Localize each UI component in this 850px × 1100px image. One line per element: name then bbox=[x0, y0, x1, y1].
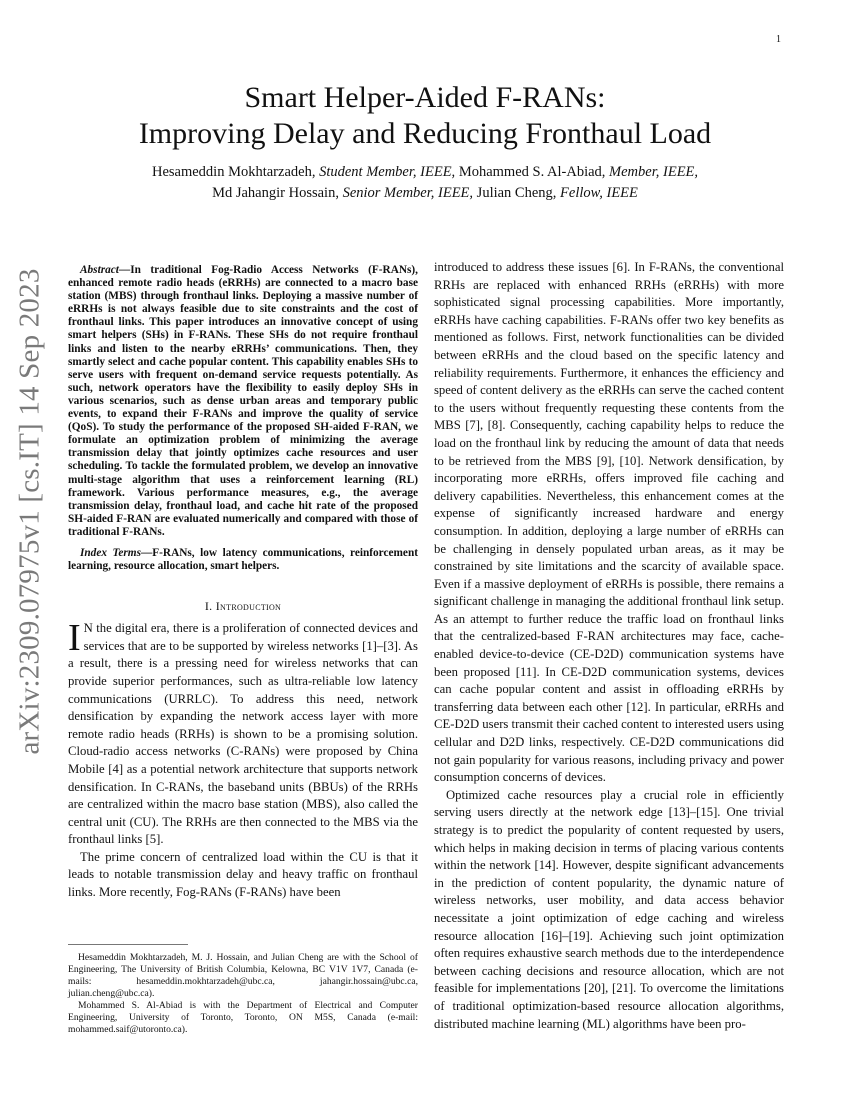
paper-title bbox=[0, 80, 850, 152]
author-name: Hesameddin Mokhtarzadeh, bbox=[151, 164, 316, 180]
left-column bbox=[68, 264, 418, 902]
index-terms-label: Index Terms bbox=[80, 546, 141, 559]
abstract-text: —In traditional Fog-Radio Access Networks (F-RANs), enhanced remote radio heads (eRRHs) are connected to a macro base station (MBS) through fronthaul links. Deploying a massive number of eRRHs is not always feasible due to site constraints and the cost of fronthaul links. This paper introduces an innovative concept of using smart helpers (SHs) in F-RANs. These SHs do not require fronthaul links and listen to the nearby eRRHs’ communications. Then, they smartly select and cache popular content. This capability enables SHs to serve users with frequent on-demand service requests potentially. As such, network operators have the flexibility to easily deploy SHs in various scenarios, such as dense urban areas and temporary public events, to expand their F-RANs and improve the quality of service (QoS). To study the performance of the proposed SH-aided F-RAN, we formulate an optimization problem of minimizing the average transmission delay that jointly optimizes cache resources and user scheduling. To tackle the formulated problem, we develop an innovative multi-stage algorithm that uses a reinforcement learning (RL) framework. Various performance measures, e.g., the average transmission delay, fronthaul load, and cache hit rate of the proposed SH-aided F-RAN are evaluated numerically and compared with those of traditional F-RANs. bbox=[68, 264, 418, 538]
abstract-label: Abstract bbox=[80, 264, 119, 276]
author-role: Member, IEEE, bbox=[609, 164, 699, 180]
author-line-2 bbox=[0, 183, 850, 204]
intro-paragraph-3: Optimized cache resources play a crucial role in efficiently serving users directly at the network edge [13]–[15]. One trivial strategy is to predict the popularity of content requested by users, which helps in making decision in terms of placing various contents within the network [14]. However, despite significant advancements in the prediction of content popularity, the dynamic nature of wireless networks, user mobility, and data access behavior necessitate a joint optimization of edge caching and wireless resource allocation [16]–[19]. Achieving such joint optimization often requires exhaustive search methods due to the interdependence between caching decisions and resource allocation, which are not feasible for implementations [20], [21]. To overcome the limitations of traditional optimization-based resource allocation algorithms, distributed machine learning (ML) algorithms have been pro- bbox=[434, 787, 784, 1031]
index-terms bbox=[68, 547, 418, 573]
right-column bbox=[434, 259, 784, 1033]
intro-paragraph-2-continued: introduced to address these issues [6]. In F-RANs, the conventional RRHs are replaced with enhanced RRHs (eRRHs) with more sophisticated signal processing capabilities. More importantly, eRRHs have caching capabilities. F-RANs offer two key benefits as mentioned as follows. First, network functionalities can be divided between eRRHs and the cloud based on the specific latency and reliability requirements. Furthermore, it enhances the efficiency and speed of content delivery as the eRRHs can serve the cached content to the users without frequently requesting these contents from the MBS [7], [8]. Consequently, caching capability helps to reduce the load on the fronthaul link by reducing the amount of data that needs to be retrieved from the MBS [9], [10]. Network densification, by incorporating more eRRHs, offers improved file caching and delivery capabilities. Nevertheless, this enhancement comes at the expense of significantly increased hardware and energy consumption. In addition, deploying a large number of eRRHs can be challenging in densely populated urban areas, as it may be constrained by site limitations and the scarcity of available space. Even if a massive deployment of eRRHs is possible, there remains a significant challenge in managing the additional fronthaul link setup. As an attempt to further reduce the traffic load on fronthaul links that the centralized-based F-RAN architectures may face, cache-enabled device-to-device (CE-D2D) communication systems have been proposed [11]. In CE-D2D communication systems, devices can cache popular content and assist in offloading eRRHs by transferring data between each other [12]. In particular, eRRHs and CE-D2D users transmit their cached content to interested users using cellular and D2D links, respectively. CE-D2D communications did not gain popularity for various reasons, including privacy and power consumption concerns of devices. bbox=[434, 260, 784, 785]
section-title: Introduction bbox=[215, 599, 282, 614]
intro-paragraph-2: The prime concern of centralized load within the CU is that it leads to notable transmission delay and heavy traffic on fronthaul links. More recently, Fog-RANs (F-RANs) have been bbox=[68, 849, 418, 900]
author-role: Senior Member, IEEE, bbox=[342, 185, 474, 201]
author-line-1 bbox=[0, 162, 850, 183]
footnote-affiliation-1: Hesameddin Mokhtarzadeh, M. J. Hossain, and Julian Cheng are with the School of Engineering, The University of British Columbia, Kelowna, BC V1V 1V7, Canada (e-mails: hesameddin.mokhtarzadeh@ubc.ca, jahangir.hossain@ubc.ca, julian.cheng@ubc.ca). bbox=[68, 952, 418, 999]
section-number: I. bbox=[204, 599, 213, 614]
drop-cap: I bbox=[68, 617, 81, 660]
author-name: Mohammed S. Al-Abiad, bbox=[458, 164, 606, 180]
author-role: Fellow, IEEE bbox=[560, 185, 638, 201]
author-name: Julian Cheng, bbox=[476, 185, 557, 201]
abstract bbox=[68, 264, 418, 539]
footnote-divider bbox=[68, 944, 188, 945]
arxiv-identifier: arXiv:2309.07975v1 [cs.IT] 14 Sep 2023 bbox=[13, 268, 46, 755]
page-number: 1 bbox=[776, 34, 781, 45]
footnote-affiliation-2: Mohammed S. Al-Abiad is with the Department of Electrical and Computer Engineering, University of Toronto, Toronto, ON M5S, Canada (e-mail: mohammed.saif@utoronto.ca). bbox=[68, 1000, 418, 1035]
title-line-2: Improving Delay and Reducing Fronthaul Load bbox=[138, 117, 712, 150]
title-line-1: Smart Helper-Aided F-RANs: bbox=[244, 81, 606, 114]
paragraph-text: N the digital era, there is a proliferation of connected devices and services that are to be supported by wireless networks [1]–[3]. As a result, there is a pressing need for wireless networks that can provide superior performances, such as ultra-reliable low latency communications (URRLC). To address this need, network densification by expanding the network access layer with more remote radio heads (RRHs) is shown to be a promising solution. Cloud-radio access networks (C-RANs) were proposed by China Mobile [4] as a potential network architecture that supports network densification. In C-RANs, the baseband units (BBUs) of the RRHs are centralized within the macro base station (MBS), also called the central unit (CU). The RRHs are then connected to the MBS via the fronthaul links [5]. bbox=[68, 621, 418, 847]
intro-paragraph-1 bbox=[68, 617, 418, 849]
index-terms-text: —F-RANs, low latency communications, reinforcement learning, resource allocation, smart helpers. bbox=[68, 546, 418, 573]
author-list bbox=[0, 162, 850, 204]
author-role: Student Member, IEEE, bbox=[319, 164, 456, 180]
footnotes bbox=[68, 952, 418, 1036]
author-name: Md Jahangir Hossain, bbox=[212, 185, 339, 201]
section-heading bbox=[68, 599, 418, 614]
